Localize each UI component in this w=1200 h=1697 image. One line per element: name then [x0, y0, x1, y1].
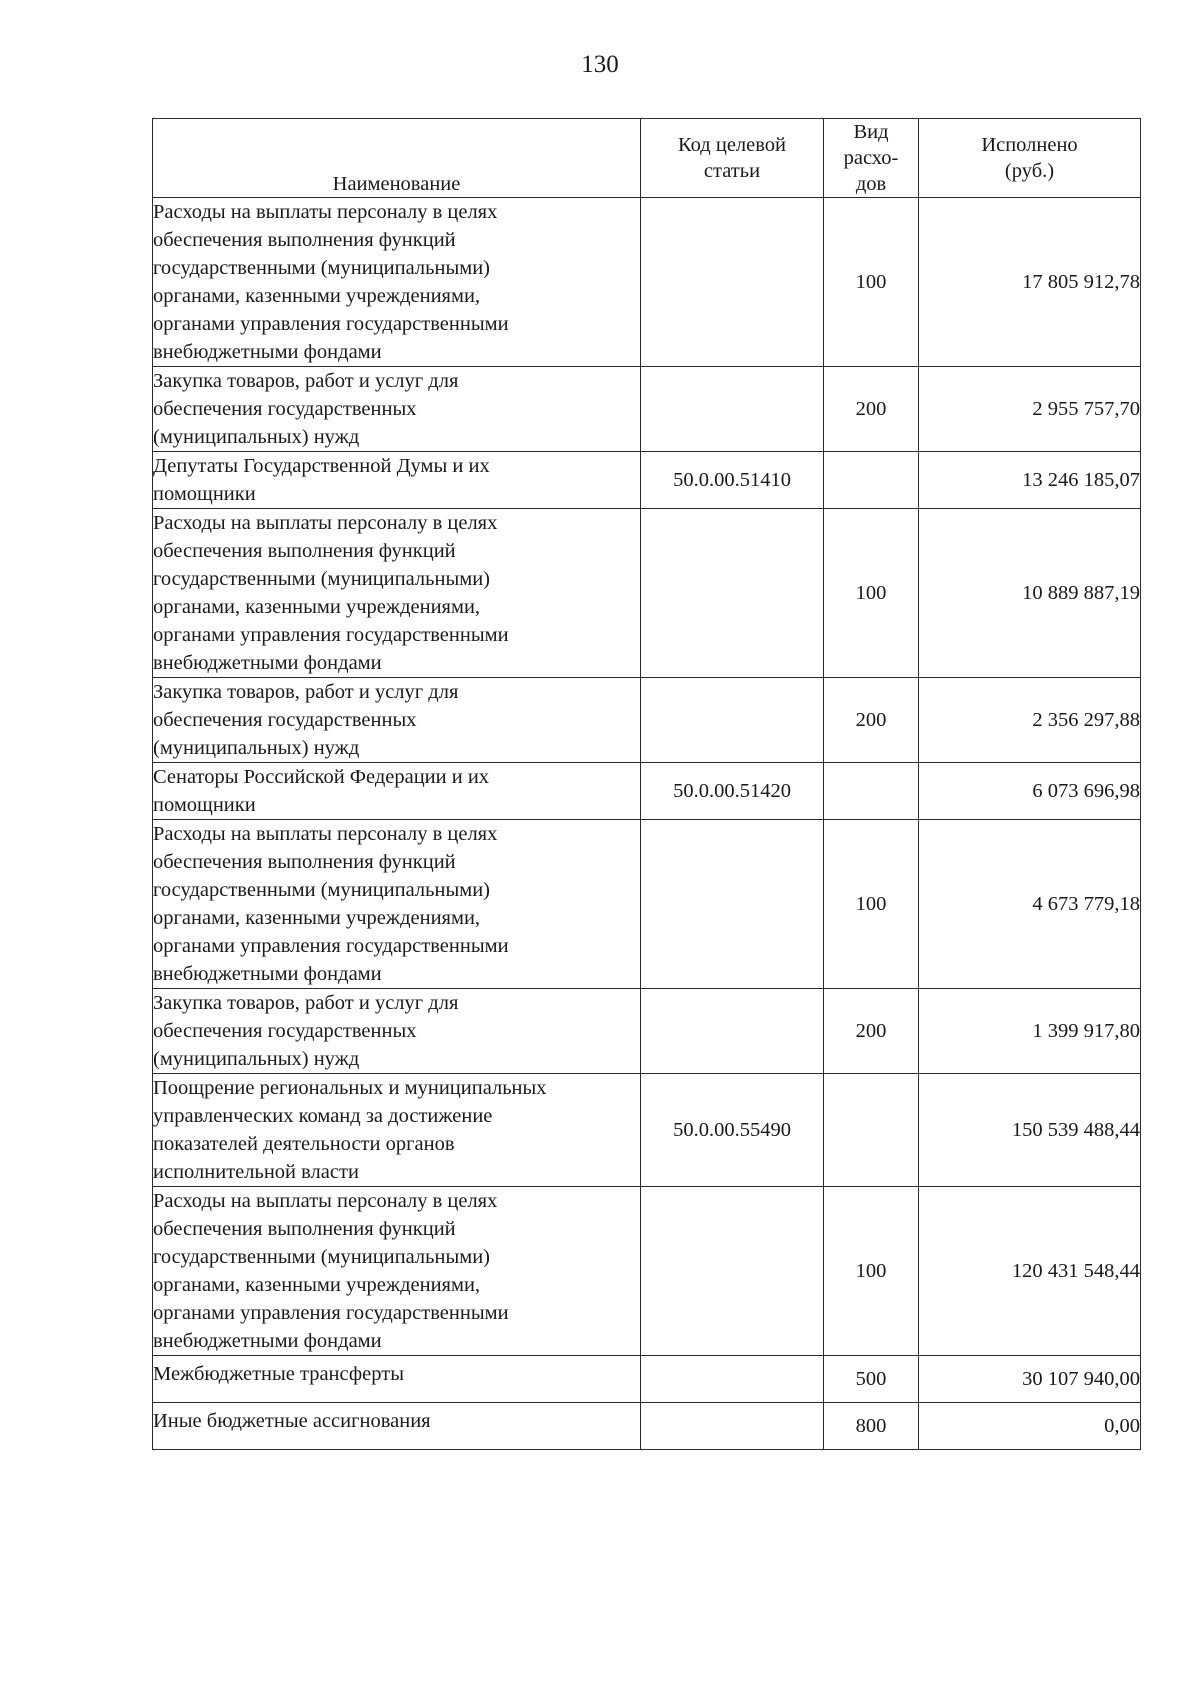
cell-code: [641, 1356, 824, 1403]
cell-name-line: обеспечения государственных: [153, 1020, 417, 1042]
cell-code: [641, 367, 824, 452]
cell-name-line: государственными (муниципальными): [153, 568, 490, 590]
cell-name: [153, 1187, 641, 1356]
cell-kind: 100: [824, 1187, 919, 1356]
cell-name-line: Иные бюджетные ассигнования: [153, 1410, 431, 1432]
cell-name-line: органами управления государственными: [153, 1302, 509, 1324]
cell-code: [641, 989, 824, 1074]
table-row: [153, 452, 1141, 509]
table-header-row: [153, 119, 1141, 198]
header-kind: [824, 119, 919, 198]
cell-amount: 6 073 696,98: [919, 763, 1141, 820]
table-row: [153, 820, 1141, 989]
cell-amount: 17 805 912,78: [919, 198, 1141, 367]
cell-kind: 200: [824, 678, 919, 763]
cell-code: [641, 1403, 824, 1450]
cell-name-line: органами, казенными учреждениями,: [153, 285, 481, 307]
cell-name: [153, 1356, 641, 1403]
cell-name-line: обеспечения выполнения функций: [153, 1218, 456, 1240]
cell-kind: 100: [824, 198, 919, 367]
cell-name-line: внебюджетными фондами: [153, 963, 382, 985]
cell-name-line: обеспечения государственных: [153, 398, 417, 420]
cell-kind: [824, 1074, 919, 1187]
cell-name-line: органами, казенными учреждениями,: [153, 596, 481, 618]
cell-code: 50.0.00.51420: [641, 763, 824, 820]
table-row: [153, 1403, 1141, 1450]
cell-name: [153, 678, 641, 763]
table-row: [153, 678, 1141, 763]
cell-kind: 100: [824, 820, 919, 989]
cell-code: [641, 678, 824, 763]
cell-name-line: Расходы на выплаты персоналу в целях: [153, 201, 498, 223]
header-amount-line: Исполнено: [981, 134, 1078, 156]
cell-name-line: Закупка товаров, работ и услуг для: [153, 370, 459, 392]
table-body: [153, 198, 1141, 1450]
cell-name-line: помощники: [153, 483, 256, 505]
cell-name-line: помощники: [153, 794, 256, 816]
cell-code: 50.0.00.51410: [641, 452, 824, 509]
cell-name-line: Закупка товаров, работ и услуг для: [153, 681, 459, 703]
cell-name-line: государственными (муниципальными): [153, 1246, 490, 1268]
cell-amount: 2 356 297,88: [919, 678, 1141, 763]
cell-name-line: внебюджетными фондами: [153, 652, 382, 674]
header-name: [153, 119, 641, 198]
cell-kind: 200: [824, 989, 919, 1074]
table-row: [153, 1356, 1141, 1403]
cell-name-line: показателей деятельности органов: [153, 1133, 455, 1155]
cell-kind: [824, 763, 919, 820]
table-row: [153, 367, 1141, 452]
cell-amount: 10 889 887,19: [919, 509, 1141, 678]
header-code-line: Код целевой: [677, 134, 787, 156]
cell-name-line: внебюджетными фондами: [153, 341, 382, 363]
cell-name-line: Расходы на выплаты персоналу в целях: [153, 823, 498, 845]
cell-kind: [824, 452, 919, 509]
cell-amount: 150 539 488,44: [919, 1074, 1141, 1187]
cell-code: [641, 509, 824, 678]
budget-table: [152, 118, 1141, 1450]
header-code: [641, 119, 824, 198]
cell-name-line: внебюджетными фондами: [153, 1330, 382, 1352]
cell-name-line: Закупка товаров, работ и услуг для: [153, 992, 459, 1014]
table-row: [153, 763, 1141, 820]
cell-name-line: Межбюджетные трансферты: [153, 1363, 404, 1385]
cell-code: [641, 198, 824, 367]
cell-name-line: обеспечения выполнения функций: [153, 851, 456, 873]
header-kind-line: расхо-: [843, 147, 899, 169]
cell-amount: 1 399 917,80: [919, 989, 1141, 1074]
cell-name: [153, 509, 641, 678]
table-row: [153, 509, 1141, 678]
cell-amount: 120 431 548,44: [919, 1187, 1141, 1356]
page-number: 130: [581, 51, 619, 78]
cell-name: [153, 198, 641, 367]
cell-amount: 13 246 185,07: [919, 452, 1141, 509]
table-row: [153, 198, 1141, 367]
table-row: [153, 1187, 1141, 1356]
cell-amount: 4 673 779,18: [919, 820, 1141, 989]
cell-name-line: органами управления государственными: [153, 935, 509, 957]
cell-name: [153, 989, 641, 1074]
table-row: [153, 989, 1141, 1074]
header-kind-line: дов: [855, 173, 887, 195]
cell-name-line: Сенаторы Российской Федерации и их: [153, 766, 490, 788]
cell-name: [153, 1074, 641, 1187]
header-name-label: Наименование: [332, 173, 461, 195]
cell-name: [153, 452, 641, 509]
cell-name: [153, 1403, 641, 1450]
cell-amount: 2 955 757,70: [919, 367, 1141, 452]
cell-amount: 0,00: [919, 1403, 1141, 1450]
cell-name-line: органами управления государственными: [153, 313, 509, 335]
cell-name: [153, 820, 641, 989]
cell-code: 50.0.00.55490: [641, 1074, 824, 1187]
cell-amount: 30 107 940,00: [919, 1356, 1141, 1403]
header-amount: [919, 119, 1141, 198]
cell-name-line: обеспечения выполнения функций: [153, 540, 456, 562]
cell-name-line: Поощрение региональных и муниципальных: [153, 1077, 547, 1099]
cell-kind: 500: [824, 1356, 919, 1403]
cell-code: [641, 1187, 824, 1356]
cell-name-line: Депутаты Государственной Думы и их: [153, 455, 490, 477]
header-kind-line: Вид: [853, 121, 889, 143]
cell-name: [153, 367, 641, 452]
cell-name-line: управленческих команд за достижение: [153, 1105, 493, 1127]
cell-name-line: (муниципальных) нужд: [153, 1048, 360, 1070]
cell-name-line: органами, казенными учреждениями,: [153, 1274, 481, 1296]
cell-name-line: Расходы на выплаты персоналу в целях: [153, 512, 498, 534]
cell-name-line: обеспечения выполнения функций: [153, 229, 456, 251]
cell-name-line: государственными (муниципальными): [153, 257, 490, 279]
cell-name-line: Расходы на выплаты персоналу в целях: [153, 1190, 498, 1212]
cell-name-line: (муниципальных) нужд: [153, 737, 360, 759]
cell-kind: 100: [824, 509, 919, 678]
cell-name-line: исполнительной власти: [153, 1161, 359, 1183]
cell-code: [641, 820, 824, 989]
cell-name: [153, 763, 641, 820]
header-amount-line: (руб.): [1004, 160, 1055, 182]
cell-name-line: (муниципальных) нужд: [153, 426, 360, 448]
cell-kind: 200: [824, 367, 919, 452]
cell-kind: 800: [824, 1403, 919, 1450]
cell-name-line: обеспечения государственных: [153, 709, 417, 731]
cell-name-line: государственными (муниципальными): [153, 879, 490, 901]
cell-name-line: органами, казенными учреждениями,: [153, 907, 481, 929]
cell-name-line: органами управления государственными: [153, 624, 509, 646]
header-code-line: статьи: [703, 160, 761, 182]
table-row: [153, 1074, 1141, 1187]
